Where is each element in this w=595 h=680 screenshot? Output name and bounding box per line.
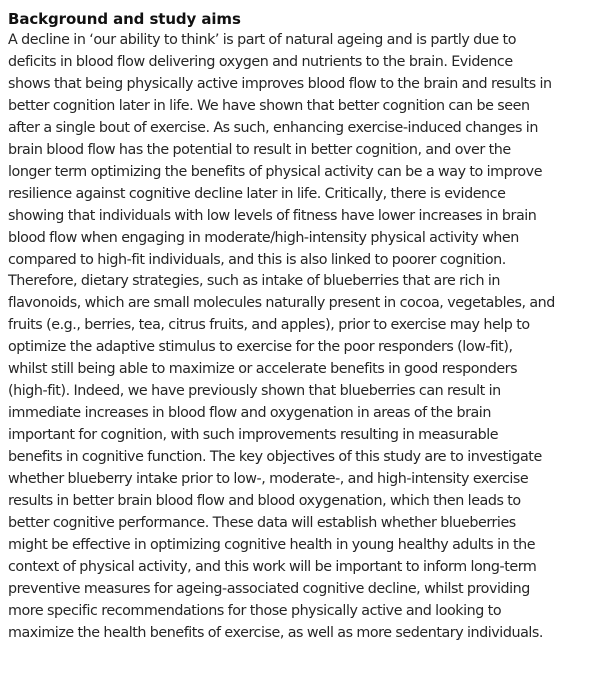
section-heading: Background and study aims — [8, 10, 241, 28]
section-paragraph: A decline in ‘our ability to think’ is part of natural ageing and is partly due to deficits in blood flow delivering oxygen and nutrients to the brain. Evidence shows that being physically active improves blood flow to the brain and results in better cognition later in life. We have shown that better cognition can be seen after a single bout of exercise. As such, enhancing exercise-induced changes in brain blood flow has the potential to result in better cognition, and over the longer term optimizing the benefits of physical activity can be a way to improve resilience against cognitive decline later in life. Critically, there is evidence showing that individuals with low levels of fitness have lower increases in brain blood flow when engaging in moderate/high-intensity physical activity when compared to high-fit individuals, and this is also linked to poorer cognition. Therefore, dietary strategies, such as intake of blueberries that are rich in flavonoids, which are small molecules naturally present in cocoa, vegetables, and fruits (e.g., berries, tea, citrus fruits, and apples), prior to exercise may help to optimize the adaptive stimulus to exercise for the poor responders (low-fit), whilst still being able to maximize or accelerate benefits in good responders (high-fit). Indeed, we have previously shown that blueberries can result in immediate increases in blood flow and oxygenation in areas of the brain important for cognition, with such improvements resulting in measurable benefits in cognitive function. The key objectives of this study are to investigate whether blueberry intake prior to low-, moderate-, and high-intensity exercise results in better brain blood flow and blood oxygenation, which then leads to better cognitive performance. These data will establish whether blueberries might be effective in optimizing cognitive health in young healthy adults in the context of physical activity, and this work will be important to inform long-term preventive measures for ageing-associated cognitive decline, whilst providing more specific recommendations for those physically active and looking to maximize the health benefits of exercise, as well as more sedentary individuals. — [8, 32, 555, 641]
background-section — [8, 8, 590, 645]
